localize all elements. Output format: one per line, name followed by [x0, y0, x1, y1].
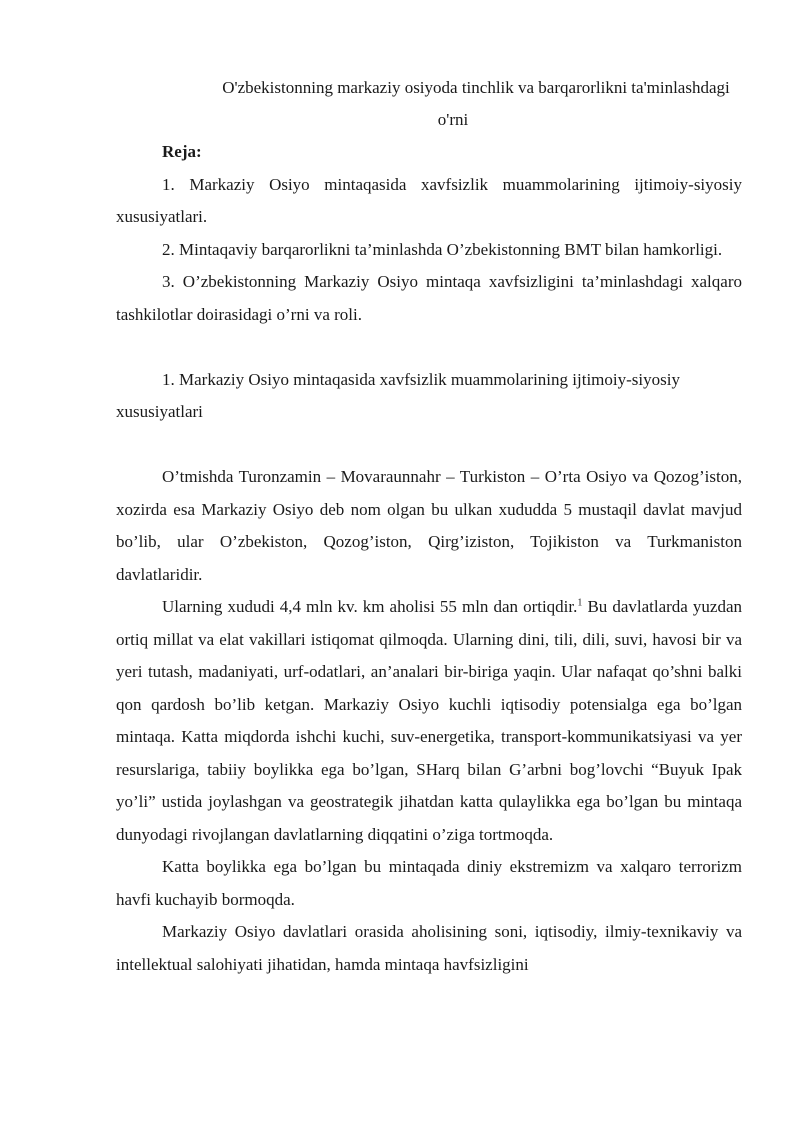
- paragraph-2-lead: Ularning xududi 4,4 mln kv. km aholisi 55 mln dan ortiqdir.: [162, 597, 578, 616]
- paragraph-4: Markaziy Osiyo davlatlari orasida aholisining soni, iqtisodiy, ilmiy-texnikaviy va intellektual salohiyati jihatidan, hamda mintaqa havfsizligini: [116, 922, 742, 974]
- section-heading: 1. Markaziy Osiyo mintaqasida xavfsizlik muammolarining ijtimoiy-siyosiy xususiyatlari: [116, 369, 680, 421]
- paragraph-2-continuation: Bu davlatlarda yuzdan ortiq millat va elat vakillari istiqomat qilmoqda. Ularning dini, tili, dili, suvi, havosi bir va yeri tutash, madaniyati, urf-odatlari, an’analari bir-biriga yaqin. Ular nafaqat qo’shni balki qon qardosh bo’lib ketgan. Markaziy Osiyo kuchli iqtisodiy potensialga ega bo’lgan mintaqa. Katta miqdorda ishchi kuchi, suv-energetika, transport-kommunikatsiyasi va yer resurslariga, tabiiy boylikka ega bo’lgan, SHarq bilan G’arbni bog’lovchi “Buyuk Ipak yo’li” ustida joylashgan va geostrategik jihatdan katta qulaylikka ega bo’lgan bu mintaqa dunyodagi rivojlangan davlatlarning diqqatini o’ziga tortmoqda.: [116, 597, 742, 844]
- paragraph-1: O’tmishda Turonzamin – Movaraunnahr – Turkiston – O’rta Osiyo va Qozog’iston, xozirda esa Markaziy Osiyo deb nom olgan bu ulkan xududda 5 mustaqil davlat mavjud bo’lib, ular O’zbekiston, Qozog’iston, Qirg’iziston, Tojikiston va Turkmaniston davlatlaridir.: [116, 467, 742, 584]
- paragraph-3: Katta boylikka ega bo’lgan bu mintaqada diniy ekstremizm va xalqaro terrorizm havfi kuchayib bormoqda.: [116, 857, 742, 909]
- footnote-reference: 1: [577, 597, 583, 609]
- plan-heading: Reja:: [162, 142, 202, 161]
- paragraph-2: [116, 591, 742, 851]
- plan-item-2: 2. Mintaqaviy barqarorlikni ta’minlashda O’zbekistonning BMT bilan hamkorligi.: [162, 239, 723, 259]
- spacer: [116, 331, 742, 364]
- plan-item-1: 1. Markaziy Osiyo mintaqasida xavfsizlik muammolarining ijtimoiy-siyosiy xususiyatlari.: [116, 174, 742, 226]
- plan-item-3: 3. O’zbekistonning Markaziy Osiyo mintaqa xavfsizligini ta’minlashdagi xalqaro tashkilotlar doirasidagi o’rni va roli.: [116, 272, 742, 324]
- spacer: [116, 429, 742, 462]
- document-title: O'zbekistonning markaziy osiyoda tinchlik va barqarorlikni ta'minlashdagi o'rni: [222, 78, 730, 129]
- document-body: [116, 72, 742, 981]
